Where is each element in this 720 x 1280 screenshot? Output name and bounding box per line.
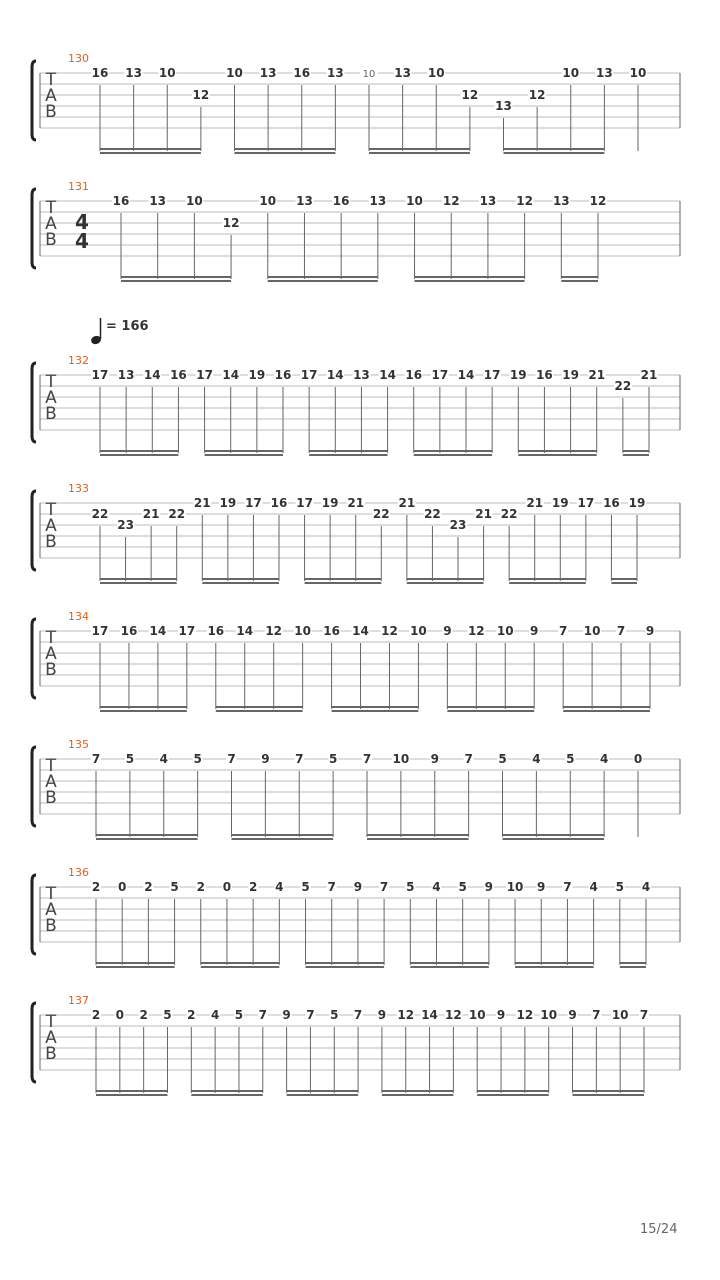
page-number: 15/24 (640, 1222, 678, 1237)
fret-number: 19 (562, 368, 579, 382)
fret-number: 17 (245, 496, 262, 510)
fret-number: 14 (143, 368, 161, 382)
fret-number: 2 (196, 880, 205, 894)
tab-clef-letter: B (45, 1044, 57, 1064)
system-bracket (32, 747, 36, 826)
fret-number: 13 (327, 66, 344, 80)
measure-number: 130 (68, 52, 89, 65)
fret-number: 19 (551, 496, 569, 510)
fret-number: 22 (614, 379, 632, 393)
fret-number: 12 (516, 194, 533, 208)
fret-number: 4 (641, 880, 651, 894)
fret-number: 12 (445, 1008, 462, 1022)
tab-clef-letter: A (45, 644, 57, 664)
fret-number: 9 (537, 880, 546, 894)
fret-number: 2 (91, 880, 101, 894)
fret-number: 9 (443, 624, 452, 638)
fret-number: 19 (509, 368, 527, 382)
fret-number: 12 (381, 624, 398, 638)
measure-number: 136 (68, 866, 89, 879)
fret-number: 14 (236, 624, 254, 638)
fret-number: 13 (369, 194, 387, 208)
ghost-fret-number: 10 (362, 69, 376, 80)
fret-number: 13 (552, 194, 570, 208)
fret-number: 5 (498, 752, 507, 766)
system-bracket (32, 61, 36, 140)
fret-number: 0 (115, 1008, 125, 1022)
fret-number: 10 (496, 624, 514, 638)
fret-number: 12 (461, 88, 479, 102)
fret-number: 21 (193, 496, 211, 510)
fret-number: 5 (234, 1008, 244, 1022)
fret-number: 7 (616, 624, 626, 638)
fret-number: 2 (248, 880, 258, 894)
fret-number: 5 (301, 880, 310, 894)
tempo-value: = 166 (106, 319, 149, 334)
fret-number: 19 (321, 496, 339, 510)
fret-number: 14 (326, 368, 344, 382)
tab-clef-letter: B (45, 102, 57, 122)
fret-number: 7 (558, 624, 568, 638)
fret-number: 5 (193, 752, 202, 766)
fret-number: 10 (294, 624, 311, 638)
tab-clef-letter: T (45, 756, 57, 776)
fret-number: 4 (210, 1008, 220, 1022)
tab-clef-letter: T (45, 70, 57, 90)
system-bracket (32, 491, 36, 570)
fret-number: 22 (168, 507, 186, 521)
fret-number: 4 (275, 880, 284, 894)
fret-number: 21 (475, 507, 492, 521)
fret-number: 7 (379, 880, 389, 894)
fret-number: 12 (467, 624, 485, 638)
fret-number: 9 (430, 752, 439, 766)
fret-number: 13 (495, 99, 512, 113)
fret-number: 7 (563, 880, 572, 894)
fret-number: 7 (353, 1008, 363, 1022)
fret-number: 21 (398, 496, 416, 510)
fret-number: 13 (117, 368, 135, 382)
fret-number: 7 (91, 752, 101, 766)
fret-number: 14 (149, 624, 167, 638)
system-bracket (32, 189, 36, 268)
fret-number: 12 (265, 624, 283, 638)
fret-number: 5 (170, 880, 179, 894)
fret-number: 2 (91, 1008, 101, 1022)
fret-number: 5 (458, 880, 467, 894)
fret-number: 17 (296, 496, 313, 510)
fret-number: 22 (91, 507, 109, 521)
fret-number: 0 (633, 752, 643, 766)
fret-number: 2 (187, 1008, 196, 1022)
fret-number: 17 (577, 496, 595, 510)
fret-number: 16 (274, 368, 292, 382)
fret-number: 5 (125, 752, 135, 766)
fret-number: 13 (296, 194, 313, 208)
fret-number: 10 (410, 624, 427, 638)
measure-number: 132 (68, 354, 89, 367)
fret-number: 17 (178, 624, 196, 638)
time-signature-top: 4 (75, 210, 89, 234)
measure-number: 137 (68, 994, 89, 1007)
tab-clef-letter: A (45, 388, 57, 408)
fret-number: 9 (496, 1008, 506, 1022)
fret-number: 0 (222, 880, 232, 894)
fret-number: 2 (144, 880, 153, 894)
fret-number: 10 (158, 66, 176, 80)
fret-number: 4 (432, 880, 441, 894)
fret-number: 16 (603, 496, 620, 510)
fret-number: 10 (259, 194, 277, 208)
fret-number: 12 (589, 194, 607, 208)
tab-clef-letter: T (45, 884, 57, 904)
fret-number: 21 (142, 507, 160, 521)
fret-number: 9 (261, 752, 270, 766)
tempo-marking (90, 318, 102, 345)
fret-number: 13 (259, 66, 277, 80)
fret-number: 14 (222, 368, 240, 382)
fret-number: 10 (583, 624, 601, 638)
fret-number: 5 (330, 1008, 339, 1022)
system-bracket (32, 1003, 36, 1082)
fret-number: 10 (427, 66, 445, 80)
fret-number: 5 (615, 880, 624, 894)
fret-number: 16 (207, 624, 225, 638)
fret-number: 12 (397, 1008, 415, 1022)
tab-clef-letter: A (45, 516, 57, 536)
fret-number: 2 (139, 1008, 148, 1022)
fret-number: 10 (540, 1008, 558, 1022)
fret-number: 17 (300, 368, 318, 382)
tab-clef-letter: A (45, 86, 57, 106)
fret-number: 7 (306, 1008, 315, 1022)
fret-number: 13 (394, 66, 411, 80)
fret-number: 17 (431, 368, 449, 382)
measure-number: 134 (68, 610, 89, 623)
fret-number: 10 (226, 66, 243, 80)
measure-number: 135 (68, 738, 89, 751)
tab-clef-letter: A (45, 772, 57, 792)
tab-clef-letter: T (45, 198, 57, 218)
fret-number: 19 (248, 368, 266, 382)
fret-number: 0 (118, 880, 127, 894)
fret-number: 13 (149, 194, 167, 208)
tab-clef-letter: B (45, 916, 57, 936)
tab-clef-letter: A (45, 214, 57, 234)
system-bracket (32, 619, 36, 698)
fret-number: 9 (282, 1008, 291, 1022)
fret-number: 12 (528, 88, 546, 102)
fret-number: 14 (352, 624, 369, 638)
fret-number: 4 (599, 752, 609, 766)
fret-number: 16 (170, 368, 187, 382)
fret-number: 16 (120, 624, 138, 638)
measure-number: 133 (68, 482, 89, 495)
fret-number: 16 (112, 194, 130, 208)
fret-number: 21 (640, 368, 658, 382)
fret-number: 17 (91, 624, 109, 638)
fret-number: 9 (353, 880, 363, 894)
fret-number: 10 (468, 1008, 486, 1022)
fret-number: 7 (227, 752, 236, 766)
fret-number: 22 (372, 507, 390, 521)
fret-number: 4 (159, 752, 168, 766)
fret-number: 4 (532, 752, 541, 766)
fret-number: 13 (125, 66, 142, 80)
fret-number: 22 (500, 507, 518, 521)
fret-number: 12 (442, 194, 460, 208)
time-signature-bottom: 4 (75, 229, 89, 253)
tab-clef-letter: A (45, 1028, 57, 1048)
fret-number: 10 (406, 194, 423, 208)
fret-number: 4 (589, 880, 598, 894)
system-bracket (32, 875, 36, 954)
fret-number: 9 (484, 880, 494, 894)
fret-number: 12 (222, 216, 240, 230)
fret-number: 16 (91, 66, 109, 80)
fret-number: 12 (516, 1008, 534, 1022)
fret-number: 10 (506, 880, 524, 894)
fret-number: 23 (449, 518, 467, 532)
fret-number: 13 (353, 368, 370, 382)
fret-number: 9 (568, 1008, 577, 1022)
fret-number: 21 (347, 496, 365, 510)
measure-number: 131 (68, 180, 89, 193)
fret-number: 23 (117, 518, 134, 532)
fret-number: 7 (639, 1008, 649, 1022)
tab-clef-letter: T (45, 1012, 57, 1032)
fret-number: 10 (392, 752, 410, 766)
tab-clef-letter: B (45, 404, 57, 424)
tab-clef-letter: T (45, 500, 57, 520)
fret-number: 10 (629, 66, 647, 80)
fret-number: 14 (379, 368, 396, 382)
fret-number: 16 (293, 66, 311, 80)
tab-clef-letter: B (45, 230, 57, 250)
fret-number: 10 (562, 66, 580, 80)
fret-number: 7 (295, 752, 304, 766)
fret-number: 22 (424, 507, 441, 521)
fret-number: 13 (596, 66, 613, 80)
fret-number: 5 (566, 752, 575, 766)
fret-number: 16 (323, 624, 340, 638)
fret-number: 16 (405, 368, 423, 382)
tab-clef-letter: T (45, 628, 57, 648)
fret-number: 7 (592, 1008, 601, 1022)
tab-clef-letter: B (45, 660, 57, 680)
fret-number: 17 (483, 368, 501, 382)
fret-number: 17 (91, 368, 109, 382)
fret-number: 16 (270, 496, 288, 510)
fret-number: 16 (536, 368, 553, 382)
fret-number: 7 (258, 1008, 267, 1022)
tab-clef-letter: B (45, 532, 57, 552)
fret-number: 14 (457, 368, 475, 382)
fret-number: 17 (196, 368, 213, 382)
fret-number: 21 (588, 368, 606, 382)
fret-number: 14 (421, 1008, 438, 1022)
fret-number: 19 (219, 496, 237, 510)
fret-number: 5 (328, 752, 338, 766)
fret-number: 19 (628, 496, 646, 510)
fret-number: 5 (406, 880, 415, 894)
fret-number: 21 (526, 496, 544, 510)
fret-number: 7 (464, 752, 473, 766)
tab-clef-letter: B (45, 788, 57, 808)
fret-number: 10 (611, 1008, 629, 1022)
fret-number: 7 (327, 880, 336, 894)
fret-number: 9 (645, 624, 655, 638)
fret-number: 12 (192, 88, 210, 102)
fret-number: 5 (163, 1008, 172, 1022)
fret-number: 16 (332, 194, 350, 208)
system-bracket (32, 363, 36, 442)
tab-clef-letter: A (45, 900, 57, 920)
fret-number: 10 (186, 194, 203, 208)
tab-clef-letter: T (45, 372, 57, 392)
fret-number: 7 (362, 752, 372, 766)
fret-number: 13 (479, 194, 497, 208)
fret-number: 9 (377, 1008, 387, 1022)
fret-number: 9 (530, 624, 539, 638)
